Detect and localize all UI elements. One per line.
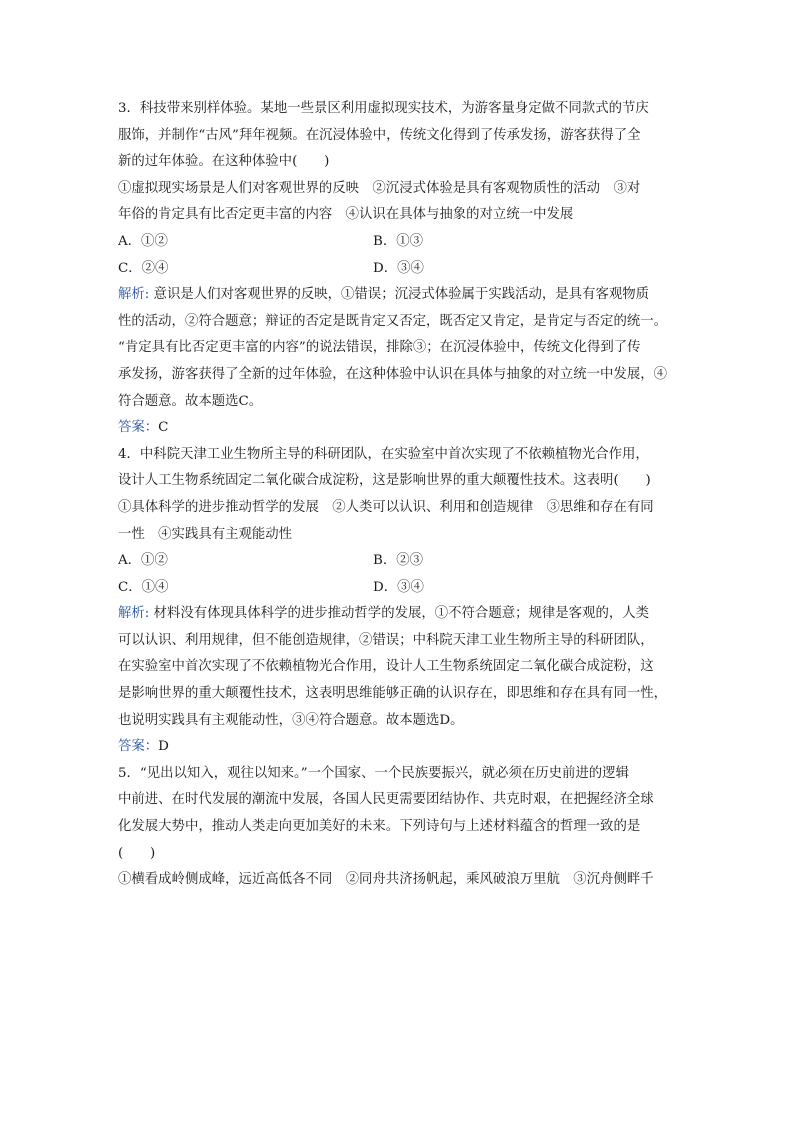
- q3-analysis-line: 符合题意。故本题选C。: [118, 393, 263, 409]
- q5-stem-line: ( ): [118, 845, 156, 861]
- q4-option-d: D．③④: [373, 579, 424, 595]
- q4-option-b: B．②③: [373, 553, 424, 569]
- q5-stem-line: 5．“见出以知入，观往以知来。”一个国家、一个民族要振兴，就必须在历史前进的逻辑: [118, 765, 629, 781]
- q3-options-row: [118, 256, 676, 283]
- q5-stem-line: 化发展大势中，推动人类走向更加美好的未来。下列诗句与上述材料蕴含的哲理一致的是: [118, 819, 641, 835]
- q3-stem-line: 新的过年体验。在这种体验中( ): [118, 154, 330, 170]
- q3-option-c: C．②④: [118, 260, 169, 276]
- question-4: [118, 442, 676, 761]
- q3-answer-value: C: [158, 420, 169, 436]
- q4-stem-line: 4．中科院天津工业生物所主导的科研团队，在实验室中首次实现了不依赖植物光合作用，: [118, 446, 649, 462]
- q5-stem-line: 中前进、在时代发展的潮流中发展，各国人民更需要团结协作、共克时艰，在把握经济全球: [118, 792, 654, 808]
- q4-analysis-text: 材料没有体现具体科学的进步推动哲学的发展，①不符合题意；规律是客观的，人类: [149, 606, 650, 622]
- q4-options-row: [118, 548, 676, 575]
- q4-analysis-line: 也说明实践具有主观能动性，③④符合题意。故本题选D。: [118, 712, 464, 728]
- q3-analysis-label: 解析:: [118, 287, 150, 303]
- q4-answer: [118, 734, 676, 761]
- q4-option-c: C．①④: [118, 579, 169, 595]
- q3-option-a: A．①②: [118, 233, 168, 249]
- q3-answer: [118, 415, 676, 442]
- q4-answer-label: 答案：: [118, 739, 159, 755]
- q4-options-row: [118, 575, 676, 602]
- q3-analysis-line: 性的活动，②符合题意；辩证的否定是既肯定又否定，既否定又肯定，是肯定与否定的统一。: [118, 313, 668, 329]
- q4-statement-line: 一性 ④实践具有主观能动性: [118, 526, 293, 542]
- q4-option-a: A．①②: [118, 553, 168, 569]
- q3-stem-line: 服饰，并制作“古风”拜年视频。在沉浸体验中，传统文化得到了传承发扬，游客获得了全: [118, 127, 641, 143]
- q4-answer-value: D: [158, 739, 169, 755]
- q3-analysis-line: 承发扬，游客获得了全新的过年体验，在这种体验中认识在具体与抽象的对立统一中发展，④: [118, 366, 668, 382]
- q3-answer-label: 答案：: [118, 420, 159, 436]
- q4-analysis-line: 可以认识、利用规律，但不能创造规律，②错误；中科院天津工业生物所主导的科研团队，: [118, 632, 654, 648]
- q3-option-b: B．①③: [373, 233, 424, 249]
- q3-stem-line: 3．科技带来别样体验。某地一些景区利用虚拟现实技术，为游客量身定做不同款式的节庆: [118, 101, 649, 116]
- q4-statement-line: ①具体科学的进步推动哲学的发展 ②人类可以认识、利用和创造规律 ③思维和存在有同: [118, 499, 654, 515]
- q3-options-row: [118, 229, 676, 256]
- q4-analysis-line: 在实验室中首次实现了不依赖植物光合作用，设计人工生物系统固定二氧化碳合成淀粉，这: [118, 659, 654, 675]
- q3-statement-line: 年俗的肯定具有比否定更丰富的内容 ④认识在具体与抽象的对立统一中发展: [118, 207, 574, 223]
- question-5: [118, 761, 676, 894]
- question-3: [118, 96, 676, 442]
- q4-analysis-line: 是影响世界的重大颠覆性技术，这表明思维能够正确的认识存在，即思维和存在具有同一性，: [118, 686, 668, 702]
- q4-stem-line: 设计人工生物系统固定二氧化碳合成淀粉，这是影响世界的重大颠覆性技术。这表明( ): [118, 473, 651, 489]
- q3-analysis-line: “肯定具有比否定更丰富的内容”的说法错误，排除③；在沉浸体验中，传统文化得到了传: [118, 340, 641, 356]
- q4-analysis-line: [118, 601, 676, 628]
- q5-statement-line: ①横看成岭侧成峰，远近高低各不同 ②同舟共济扬帆起，乘风破浪万里航 ③沉舟侧畔千: [118, 872, 654, 888]
- q4-analysis-label: 解析:: [118, 606, 150, 622]
- q3-analysis-line: [118, 282, 676, 309]
- q3-analysis-text: 意识是人们对客观世界的反映，①错误；沉浸式体验属于实践活动，是具有客观物质: [149, 287, 650, 303]
- q3-statement-line: ①虚拟现实场景是人们对客观世界的反映 ②沉浸式体验是具有客观物质性的活动 ③对: [118, 180, 641, 196]
- q3-option-d: D．③④: [373, 260, 424, 276]
